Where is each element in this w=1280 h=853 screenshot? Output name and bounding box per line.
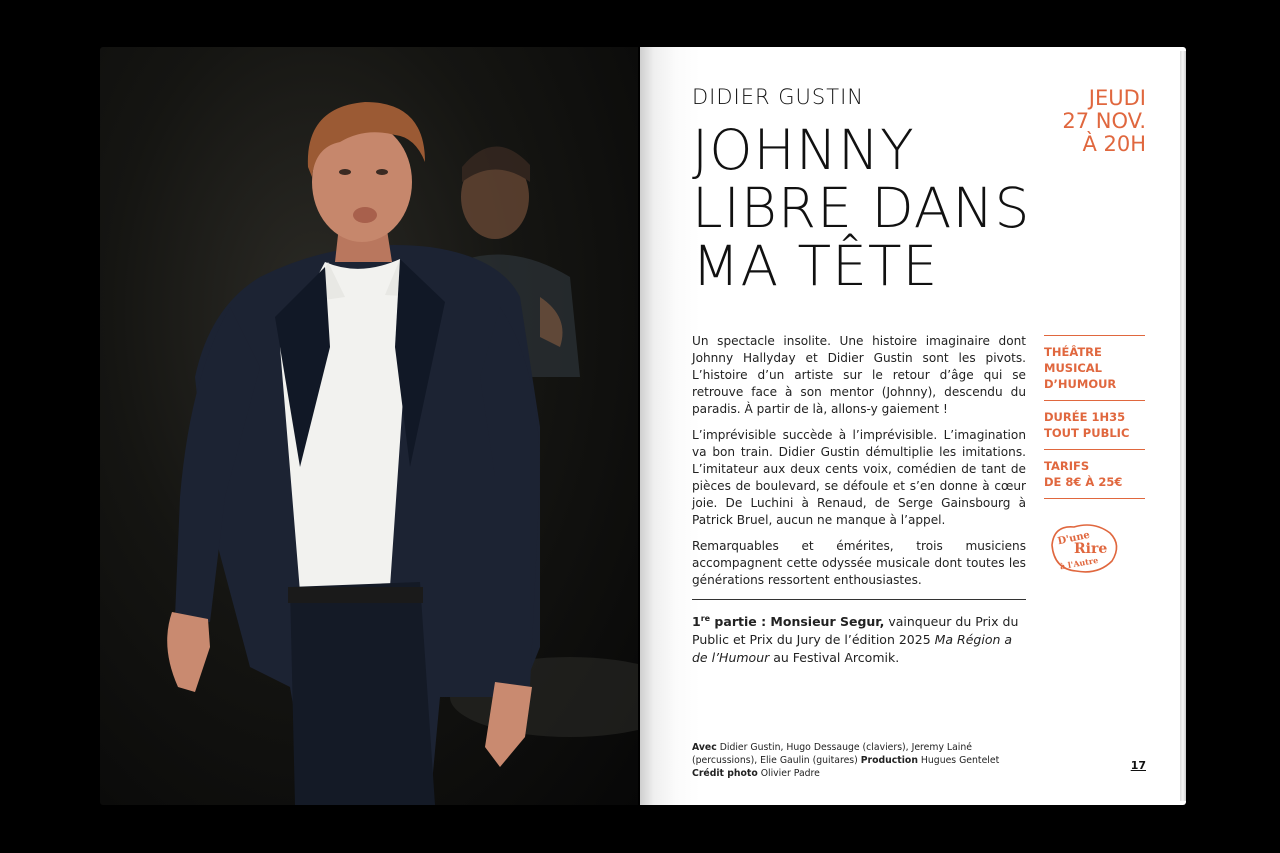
show-title-line: JOHNNY — [692, 118, 915, 182]
credits: Avec Didier Gustin, Hugo Dessauge (claviers), Jeremy Lainé (percussions), Elie Gaulin (guitares) Production Hugues Gentelet Crédit photo Olivier Padre — [692, 742, 1000, 779]
magazine-spread — [100, 47, 1186, 805]
svg-text:à l'Autre: à l'Autre — [1059, 554, 1099, 572]
show-title — [692, 118, 1031, 298]
info-sidebar — [1044, 335, 1145, 499]
photo-page — [100, 47, 638, 805]
show-title-line: LIBRE DANS — [692, 176, 1031, 240]
text-page — [640, 47, 1186, 805]
prices-block: TARIFS DE 8€ À 25€ — [1044, 449, 1145, 499]
description-paragraph: Un spectacle insolite. Une histoire imaginaire dont Johnny Hallyday et Didier Gustin sont les pivots. L’histoire d’un artiste sur le retour d’âge qui se retrouve face à son mentor (Johnny), descendu du paradis. À partir de là, allons-y gaiement ! — [692, 334, 1026, 416]
page-number: 17 — [1130, 759, 1146, 772]
genre-block: THÉÂTRE MUSICAL D’HUMOUR — [1044, 335, 1145, 400]
opening-act: 1re partie : Monsieur Segur, vainqueur du Prix du Public et Prix du Jury de l’édition 2025 Ma Région a de l’Humour au Festival Arcomik. — [692, 614, 1019, 666]
opening-act-label: 1re partie : Monsieur Segur, — [692, 614, 885, 630]
section-divider — [692, 599, 1026, 600]
event-date — [1062, 87, 1146, 156]
festival-title: Ma Région a de l’Humour — [692, 632, 1013, 666]
date-date: 27 NOV. — [1062, 109, 1146, 133]
performer-photo — [100, 47, 638, 805]
date-time: À 20H — [1082, 132, 1146, 156]
description-paragraph: L’imprévisible succède à l’imprévisible. L’imagination va bon train. Didier Gustin démultiplie les imitations. L’imitateur aux deux cents voix, comédien de tant de pièces de boulevard, se défoule et s’en donne à cœur joie. De Luchini à Renaud, de Serge Gainsbourg à Patrick Bruel, aucun ne manque à l’appel. — [692, 428, 1026, 527]
duration-block: DURÉE 1H35 TOUT PUBLIC — [1044, 400, 1145, 449]
svg-text:D'une: D'une — [1056, 529, 1091, 548]
festival-logo — [1044, 517, 1124, 577]
artist-name: DIDIER GUSTIN — [692, 85, 864, 109]
description — [692, 333, 1026, 598]
page-edge — [1180, 51, 1186, 801]
description-paragraph: Remarquables et émérites, trois musiciens accompagnent cette odyssée musicale dont toutes les générations ressortent enthousiastes. — [692, 539, 1026, 587]
show-title-line: MA TÊTE — [692, 234, 939, 298]
date-day: JEUDI — [1088, 86, 1146, 110]
svg-text:Rire: Rire — [1074, 541, 1108, 557]
